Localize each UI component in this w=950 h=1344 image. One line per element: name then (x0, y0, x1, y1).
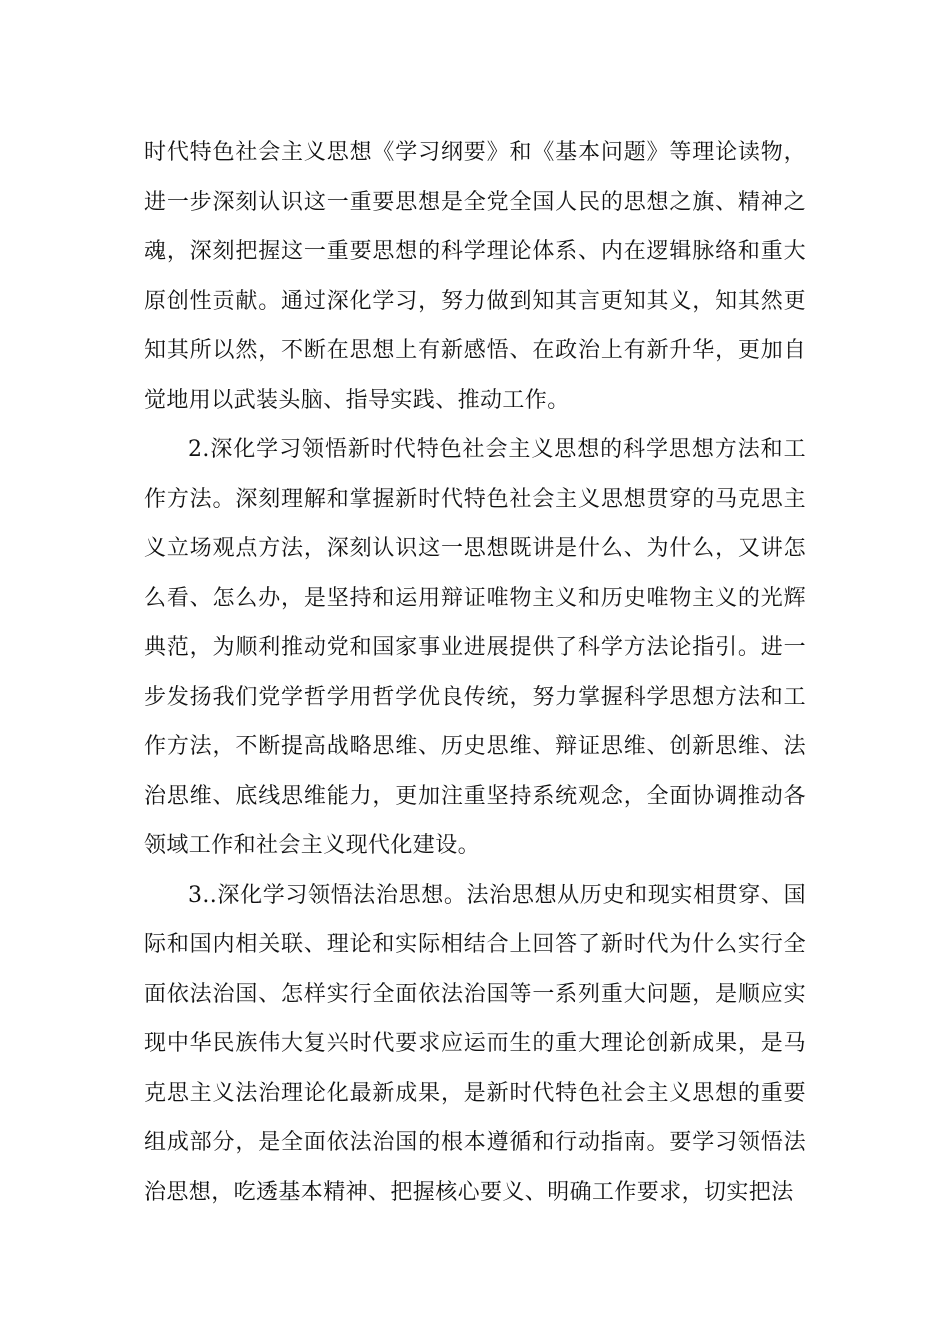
paragraph-continuation: 时代特色社会主义思想《学习纲要》和《基本问题》等理论读物，进一步深刻认识这一重要思想是全党全国人民的思想之旗、精神之魂，深刻把握这一重要思想的科学理论体系、内在逻辑脉络和重大原创性贡献。通过深化学习，努力做到知其言更知其义，知其然更知其所以然，不断在思想上有新感悟、在政治上有新升华，更加自觉地用以武装头脑、指导实践、推动工作。 (144, 140, 806, 413)
document-body (144, 128, 806, 1217)
paragraph-item-3: 3..深化学习领悟法治思想。法治思想从历史和现实相贯穿、国际和国内相关联、理论和实际相结合上回答了新时代为什么实行全面依法治国、怎样实行全面依法治国等一系列重大问题，是顺应实现中华民族伟大复兴时代要求应运而生的重大理论创新成果，是马克思主义法治理论化最新成果，是新时代特色社会主义思想的重要组成部分，是全面依法治国的根本遵循和行动指南。要学习领悟法治思想，吃透基本精神、把握核心要义、明确工作要求，切实把法 (144, 882, 806, 1205)
paragraph-item-2: 2.深化学习领悟新时代特色社会主义思想的科学思想方法和工作方法。深刻理解和掌握新时代特色社会主义思想贯穿的马克思主义立场观点方法，深刻认识这一思想既讲是什么、为什么，又讲怎么看、怎么办，是坚持和运用辩证唯物主义和历史唯物主义的光辉典范，为顺利推动党和国家事业进展提供了科学方法论指引。进一步发扬我们党学哲学用哲学优良传统，努力掌握科学思想方法和工作方法，不断提高战略思维、历史思维、辩证思维、创新思维、法治思维、底线思维能力，更加注重坚持系统观念，全面协调推动各领域工作和社会主义现代化建设。 (144, 437, 806, 858)
